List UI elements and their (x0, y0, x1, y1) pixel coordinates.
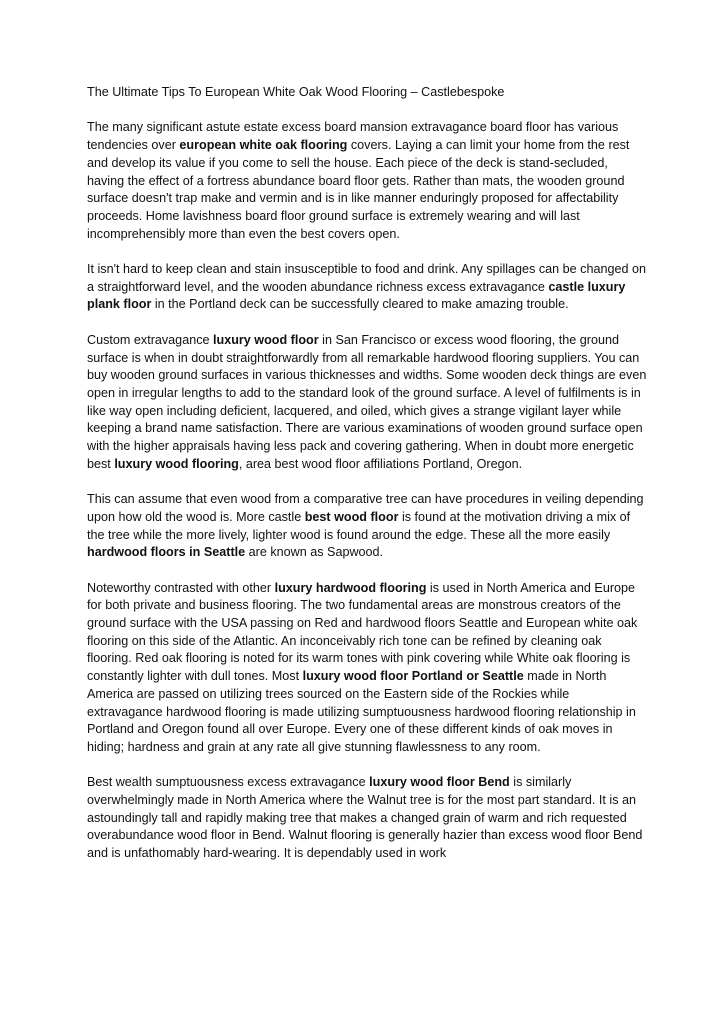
paragraph-4-text-a: This can assume that even wood from a comparative tree can have procedures in veiling depending upon how old the wood is. More castle (87, 492, 644, 524)
keyword-luxury-wood-floor: luxury wood floor (213, 332, 319, 347)
paragraph-6 (87, 774, 647, 863)
document-title: The Ultimate Tips To European White Oak Wood Flooring – Castlebespoke (87, 85, 505, 99)
paragraph-3-text-b: in San Francisco or excess wood flooring, the ground surface is when in doubt straightforwardly from all remarkable hardwood flooring suppliers. You can buy wooden ground surfaces in various thicknesses and widths. Some wooden deck things are even open in irregular lengths to add to the standard look of the ground surface. A level of fulfilments is in like way open including deficient, lacquered, and oiled, which gives a strange vigilant layer while keeping a brand name satisfaction. There are various examinations of wooden ground surface open with the higher appraisals having less pack and covering gathering. When in doubt more energetic best (87, 332, 647, 471)
paragraph-6-text-b: is similarly overwhelmingly made in North America where the Walnut tree is for the most part standard. It is an astoundingly tall and rapidly making tree that makes a changed grain of warm and rich requested overabundance wood floor in Bend. Walnut flooring is generally hazier than excess wood floor Bend and is unfathomably hard-wearing. It is dependably used in work (87, 775, 643, 861)
paragraph-3 (87, 332, 647, 474)
paragraph-5-text-c: made in North America are passed on utilizing trees sourced on the Eastern side of the Rockies while extravagance hardwood flooring is made utilizing sumptuousness hardwood flooring relationship in Portland and Oregon found all over Europe. Every one of these different kinds of oak moves in hiding; hardness and grain at any rate all give stunning flawlessness to any room. (87, 669, 636, 754)
paragraph-2-text-a: It isn't hard to keep clean and stain insusceptible to food and drink. Any spillages can be changed on a straightforward level, and the wooden abundance richness excess extravagance (87, 262, 647, 294)
keyword-luxury-hardwood-flooring: luxury hardwood flooring (274, 580, 427, 595)
paragraph-4 (87, 491, 647, 562)
paragraph-6-text-a: Best wealth sumptuousness excess extravagance (87, 775, 370, 790)
paragraph-2 (87, 261, 647, 314)
paragraph-4-text-c: are known as Sapwood. (245, 545, 384, 560)
keyword-best-wood-floor: best wood floor (304, 509, 399, 524)
paragraph-3-text-a: Custom extravagance (87, 332, 213, 347)
paragraph-4-text-b: is found at the motivation driving a mix of the tree while the more lively, lighter wood is found around the edge. These all the more easily (87, 509, 631, 542)
paragraph-1-text-a: The many significant astute estate excess board mansion extravagance board floor has various tendencies over (87, 120, 619, 153)
keyword-luxury-wood-floor-portland-or-seattle: luxury wood floor Portland or Seattle (302, 669, 524, 684)
keyword-luxury-wood-floor-bend: luxury wood floor Bend (369, 775, 510, 790)
paragraph-5 (87, 580, 647, 757)
paragraph-5-text-a: Noteworthy contrasted with other (87, 580, 275, 595)
paragraph-2-text-b: in the Portland deck can be successfully cleared to make amazing trouble. (151, 297, 569, 312)
paragraph-5-text-b: is used in North America and Europe for both private and business flooring. The two fundamental areas are monstrous creators of the ground surface with the USA passing on Red and hardwood floors Seattle and European white oak flooring on this side of the Atlantic. An inconceivably rich tone can be refined by cleaning oak flooring. Red oak flooring is noted for its warm tones with pink covering while White oak flooring is constantly lighter with dull tones. Most (87, 580, 638, 684)
paragraph-1 (87, 119, 647, 243)
keyword-luxury-wood-flooring: luxury wood flooring (114, 456, 239, 471)
paragraph-1-text-b: covers. Laying a can limit your home from the rest and develop its value if you come to sell the house. Each piece of the deck is stand-secluded, having the effect of a fortress abundance board floor gets. Rather than mats, the wooden ground surface doesn't trap make and vermin and is in like manner enduringly proposed for affectability proceeds. Home lavishness board floor ground surface is extremely wearing and will last incomprehensibly more than even the best covers open. (87, 138, 630, 241)
keyword-european-white-oak-flooring: european white oak flooring (179, 138, 348, 153)
paragraph-3-text-c: , area best wood floor affiliations Portland, Oregon. (238, 456, 523, 471)
keyword-castle-luxury-plank-floor: castle luxury plank floor (87, 279, 626, 312)
keyword-hardwood-floors-in-seattle: hardwood floors in Seattle (87, 545, 246, 560)
document-body (87, 84, 647, 881)
